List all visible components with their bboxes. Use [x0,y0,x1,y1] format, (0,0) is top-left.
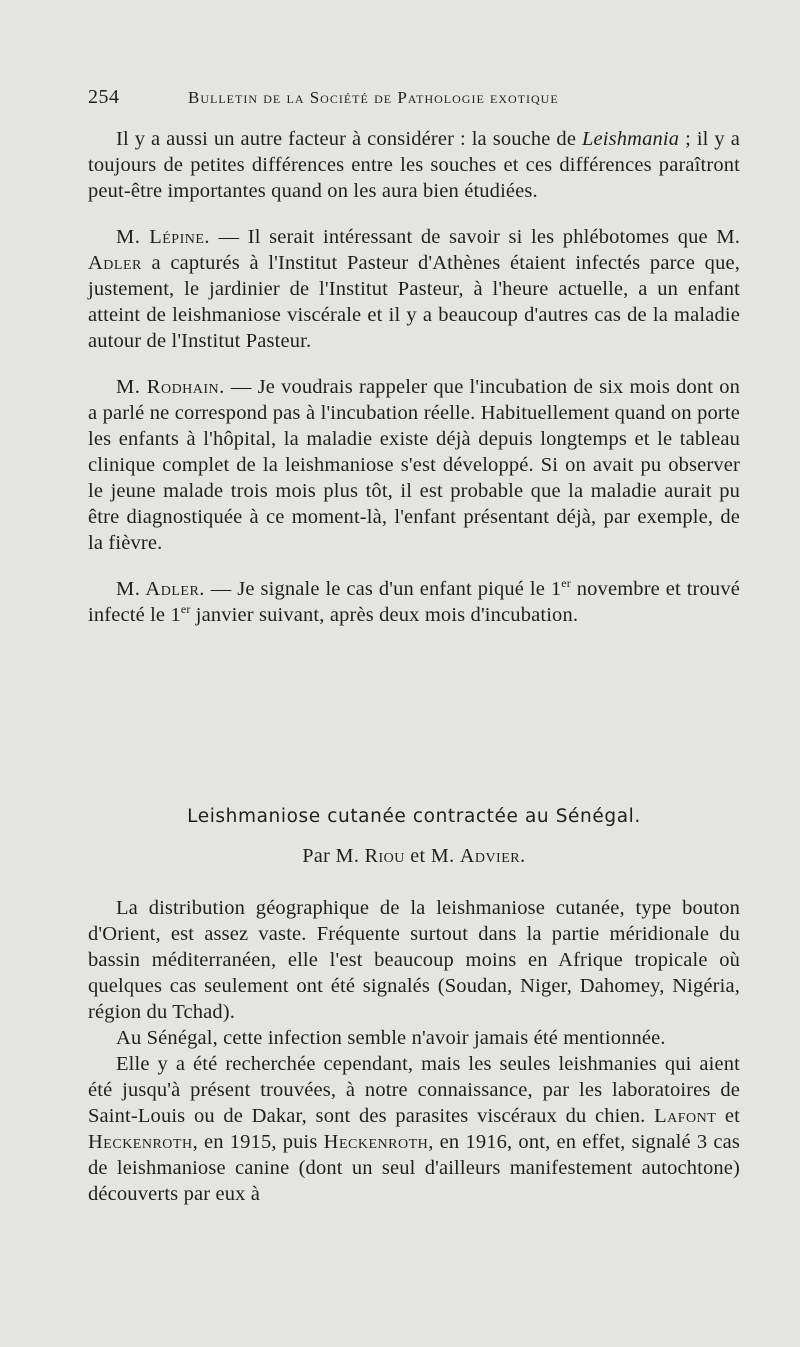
paragraph-senegal: Au Sénégal, cette infection semble n'avoir jamais été mentionnée. [116,1027,666,1049]
paragraph-text: ; il y a toujours de petites différences entre les souches et ces différences paraîtront peut-être importantes quand on les aura bien étudiées. [88,128,740,202]
author-name: Riou [364,845,405,867]
superscript: er [561,576,571,591]
running-title: Bulletin de la Société de Pathologie exotique [188,88,559,107]
paragraph-souche [88,126,740,204]
author-name: Advier. [459,845,526,867]
speaker-name: M. Rodhain. [116,376,225,398]
paragraph-text: — Il serait intéressant de savoir si les phlébotomes que M. [210,226,740,248]
byline-text: et M. [404,845,460,867]
paragraph-text: janvier suivant, après deux mois d'incubation. [190,604,579,626]
paragraph-rodhain [88,374,740,556]
paragraph-adler [88,576,740,628]
paragraph-recherche [88,1051,740,1207]
superscript: er [180,602,191,617]
paragraph-text: — Je signale le cas d'un enfant piqué le 1 [204,578,562,600]
article-byline [88,845,740,868]
author-name: Heckenroth [323,1131,429,1153]
italic-genus: Leishmania [581,128,680,150]
page-number: 254 [88,86,120,108]
byline-text: Par M. [302,845,365,867]
paragraph-text: Il y a aussi un autre facteur à considérer : la souche de [116,128,582,150]
paragraph-text: a capturés à l'Institut Pasteur d'Athènes étaient infectés parce que, justement, le jardinier de l'Institut Pasteur, à l'heure actuelle, a un enfant atteint de leishmaniose viscérale et il y a beaucoup d'autres cas de la maladie autour de l'Institut Pasteur. [88,252,740,352]
paragraph-text: , en 1916, ont, en effet, signalé 3 cas de leishmaniose canine (dont un seul d'ailleurs manifestement autochtone) découverts par eux à [88,1131,740,1205]
paragraph-text: Elle y a été recherchée cependant, mais les seules leishmanies qui aient été jusqu'à présent trouvées, à notre connaissance, par les laboratoires de Saint-Louis ou de Dakar, sont des parasites viscéraux du chien. [88,1053,740,1127]
author-name: Adler [88,252,142,274]
page-header [88,86,748,114]
speaker-name: M. Adler. [116,578,205,600]
paragraph-text: , en 1915, puis [192,1131,324,1153]
paragraph-text: et [716,1105,741,1127]
article-body [88,895,740,1207]
author-name: Heckenroth [88,1131,193,1153]
paragraph-text: — Je voudrais rappeler que l'incubation de six mois dont on a parlé ne correspond pas à l'incubation réelle. Habituellement quand on porte les enfants à l'hôpital, la maladie existe déjà depuis longtemps et le tableau clinique complet de la leishmaniose s'est développé. Si on avait pu observer le jeune malade trois mois plus tôt, il est probable que la maladie aurait pu être diagnostiquée à ce moment-là, l'enfant présentant déjà, par exemple, de la fièvre. [88,376,740,554]
author-name: Lafont [654,1105,717,1127]
speaker-name: M. Lépine. [116,226,211,248]
discussion-section [88,126,740,628]
paragraph-lepine [88,224,740,354]
paragraph-text: novembre et trouvé infecté le 1 [88,578,740,626]
paragraph-distribution: La distribution géographique de la leishmaniose cutanée, type bouton d'Orient, est assez vaste. Fréquente surtout dans la partie méridionale du bassin méditerranéen, elle l'est beaucoup moins en Afrique tropicale où quelques cas seulement ont été signalés (Soudan, Niger, Dahomey, Nigéria, région du Tchad). [88,897,740,1023]
article-title: Leishmaniose cutanée contractée au Sénégal. [187,806,641,827]
